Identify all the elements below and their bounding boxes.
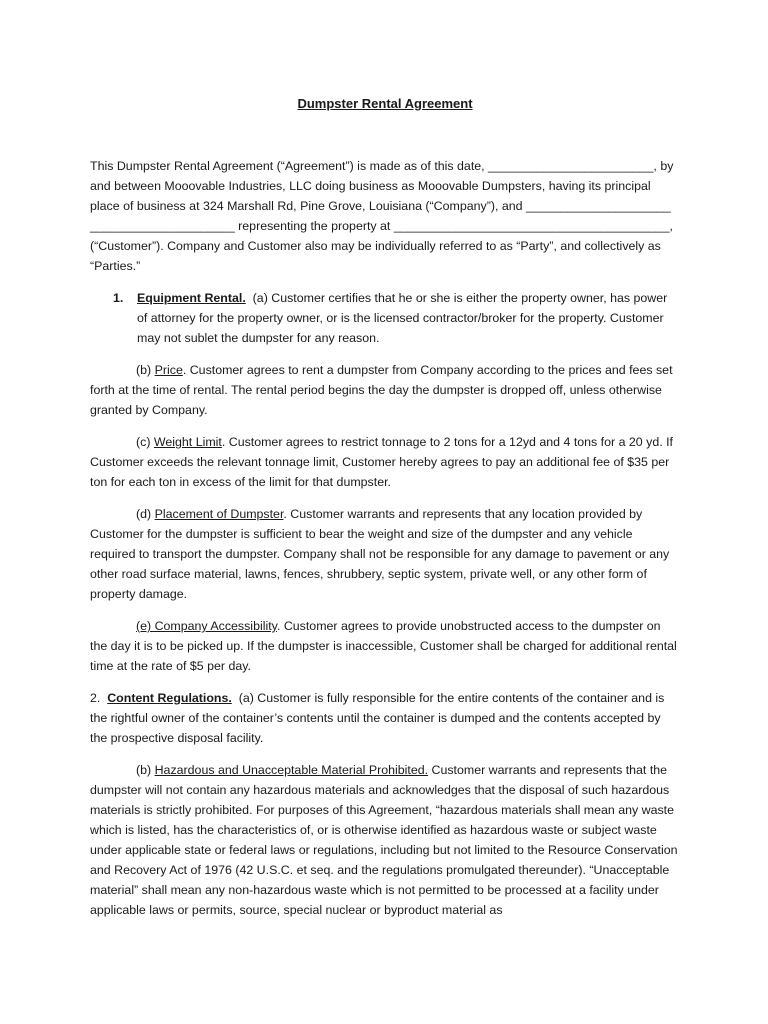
intro-paragraph: This Dumpster Rental Agreement (“Agreement”) is made as of this date, ________________________, by and between Mooovable Industries, LLC doing business as Mooovable Dumpsters, having its principal place of business at 324 Marshall Rd, Pine Grove, Louisiana (“Company”), and _____________________ _____________________ representing the property at ________________________________________, (“Customer”). Company and Customer also may be individually referred to as “Party”, and collectively as “Parties.” [90,159,674,273]
section-1d-heading: Placement of Dumpster [154,507,284,521]
section-1b-heading: Price [154,363,183,377]
section-1-body: (a) Customer certifies that he or she is either the property owner, has power of attorney for the property owner, or is the licensed contractor/broker for the property. Customer may not sublet the dumpster for any reason. [137,291,668,345]
section-2-content-regulations [90,688,680,748]
section-2-heading: Content Regulations. [107,691,232,705]
section-2b-body: Customer warrants and represents that the dumpster will not contain any hazardous materials and acknowledges that the disposal of such hazardous materials is strictly prohibited. For purposes of this Agreement, “hazardous materials shall mean any waste which is listed, has the characteristics of, or is otherwise identified as hazardous waste or subject waste under applicable state or federal laws or regulations, including but not limited to the Resource Conservation and Recovery Act of 1976 (42 U.S.C. et seq. and the regulations promulgated thereunder). “Unacceptable material” shall mean any non-hazardous waste which is not permitted to be processed at a facility under applicable laws or permits, source, special nuclear or byproduct material as [90,763,678,917]
section-1-equipment-rental [90,288,680,348]
section-2-number: 2. [90,691,101,705]
document-page [90,94,680,932]
section-1c-weight-limit [90,432,680,492]
section-2b-prefix: (b) [136,763,152,777]
section-1e-heading: (e) Company Accessibility [136,619,277,633]
section-2-body: (a) Customer is fully responsible for the entire contents of the container and is the rightful owner of the container’s contents until the container is dumped and the contents accepted by the prospective disposal facility. [90,691,665,745]
section-1c-heading: Weight Limit [153,435,222,449]
section-1b-price [90,360,680,420]
section-1b-body: . Customer agrees to rent a dumpster from Company according to the prices and fees set forth at the time of rental. The rental period begins the day the dumpster is dropped off, unless otherwise granted by Company. [90,363,673,417]
section-1c-prefix: (c) [136,435,151,449]
section-2b-heading: Hazardous and Unacceptable Material Prohibited. [154,763,429,777]
section-1-heading: Equipment Rental. [137,291,246,305]
section-1-number: 1. [113,291,124,305]
section-1d-prefix: (d) [136,507,152,521]
section-2b-hazardous [90,760,680,920]
section-1b-prefix: (b) [136,363,152,377]
section-1d-body: . Customer warrants and represents that any location provided by Customer for the dumpster is sufficient to bear the weight and size of the dumpster and any vehicle required to transport the dumpster. Company shall not be responsible for any damage to pavement or any other road surface material, lawns, fences, shrubbery, septic system, private well, or any other form of property damage. [90,507,670,601]
section-1e-accessibility [90,616,680,676]
document-title: Dumpster Rental Agreement [297,96,473,111]
section-1c-body: . Customer agrees to restrict tonnage to 2 tons for a 12yd and 4 tons for a 20 yd. If Customer exceeds the relevant tonnage limit, Customer hereby agrees to pay an additional fee of $35 per ton for each ton in excess of the limit for that dumpster. [90,435,673,489]
section-1e-body: . Customer agrees to provide unobstructed access to the dumpster on the day it is to be picked up. If the dumpster is inaccessible, Customer shall be charged for additional rental time at the rate of $5 per day. [90,619,677,673]
section-1d-placement [90,504,680,604]
